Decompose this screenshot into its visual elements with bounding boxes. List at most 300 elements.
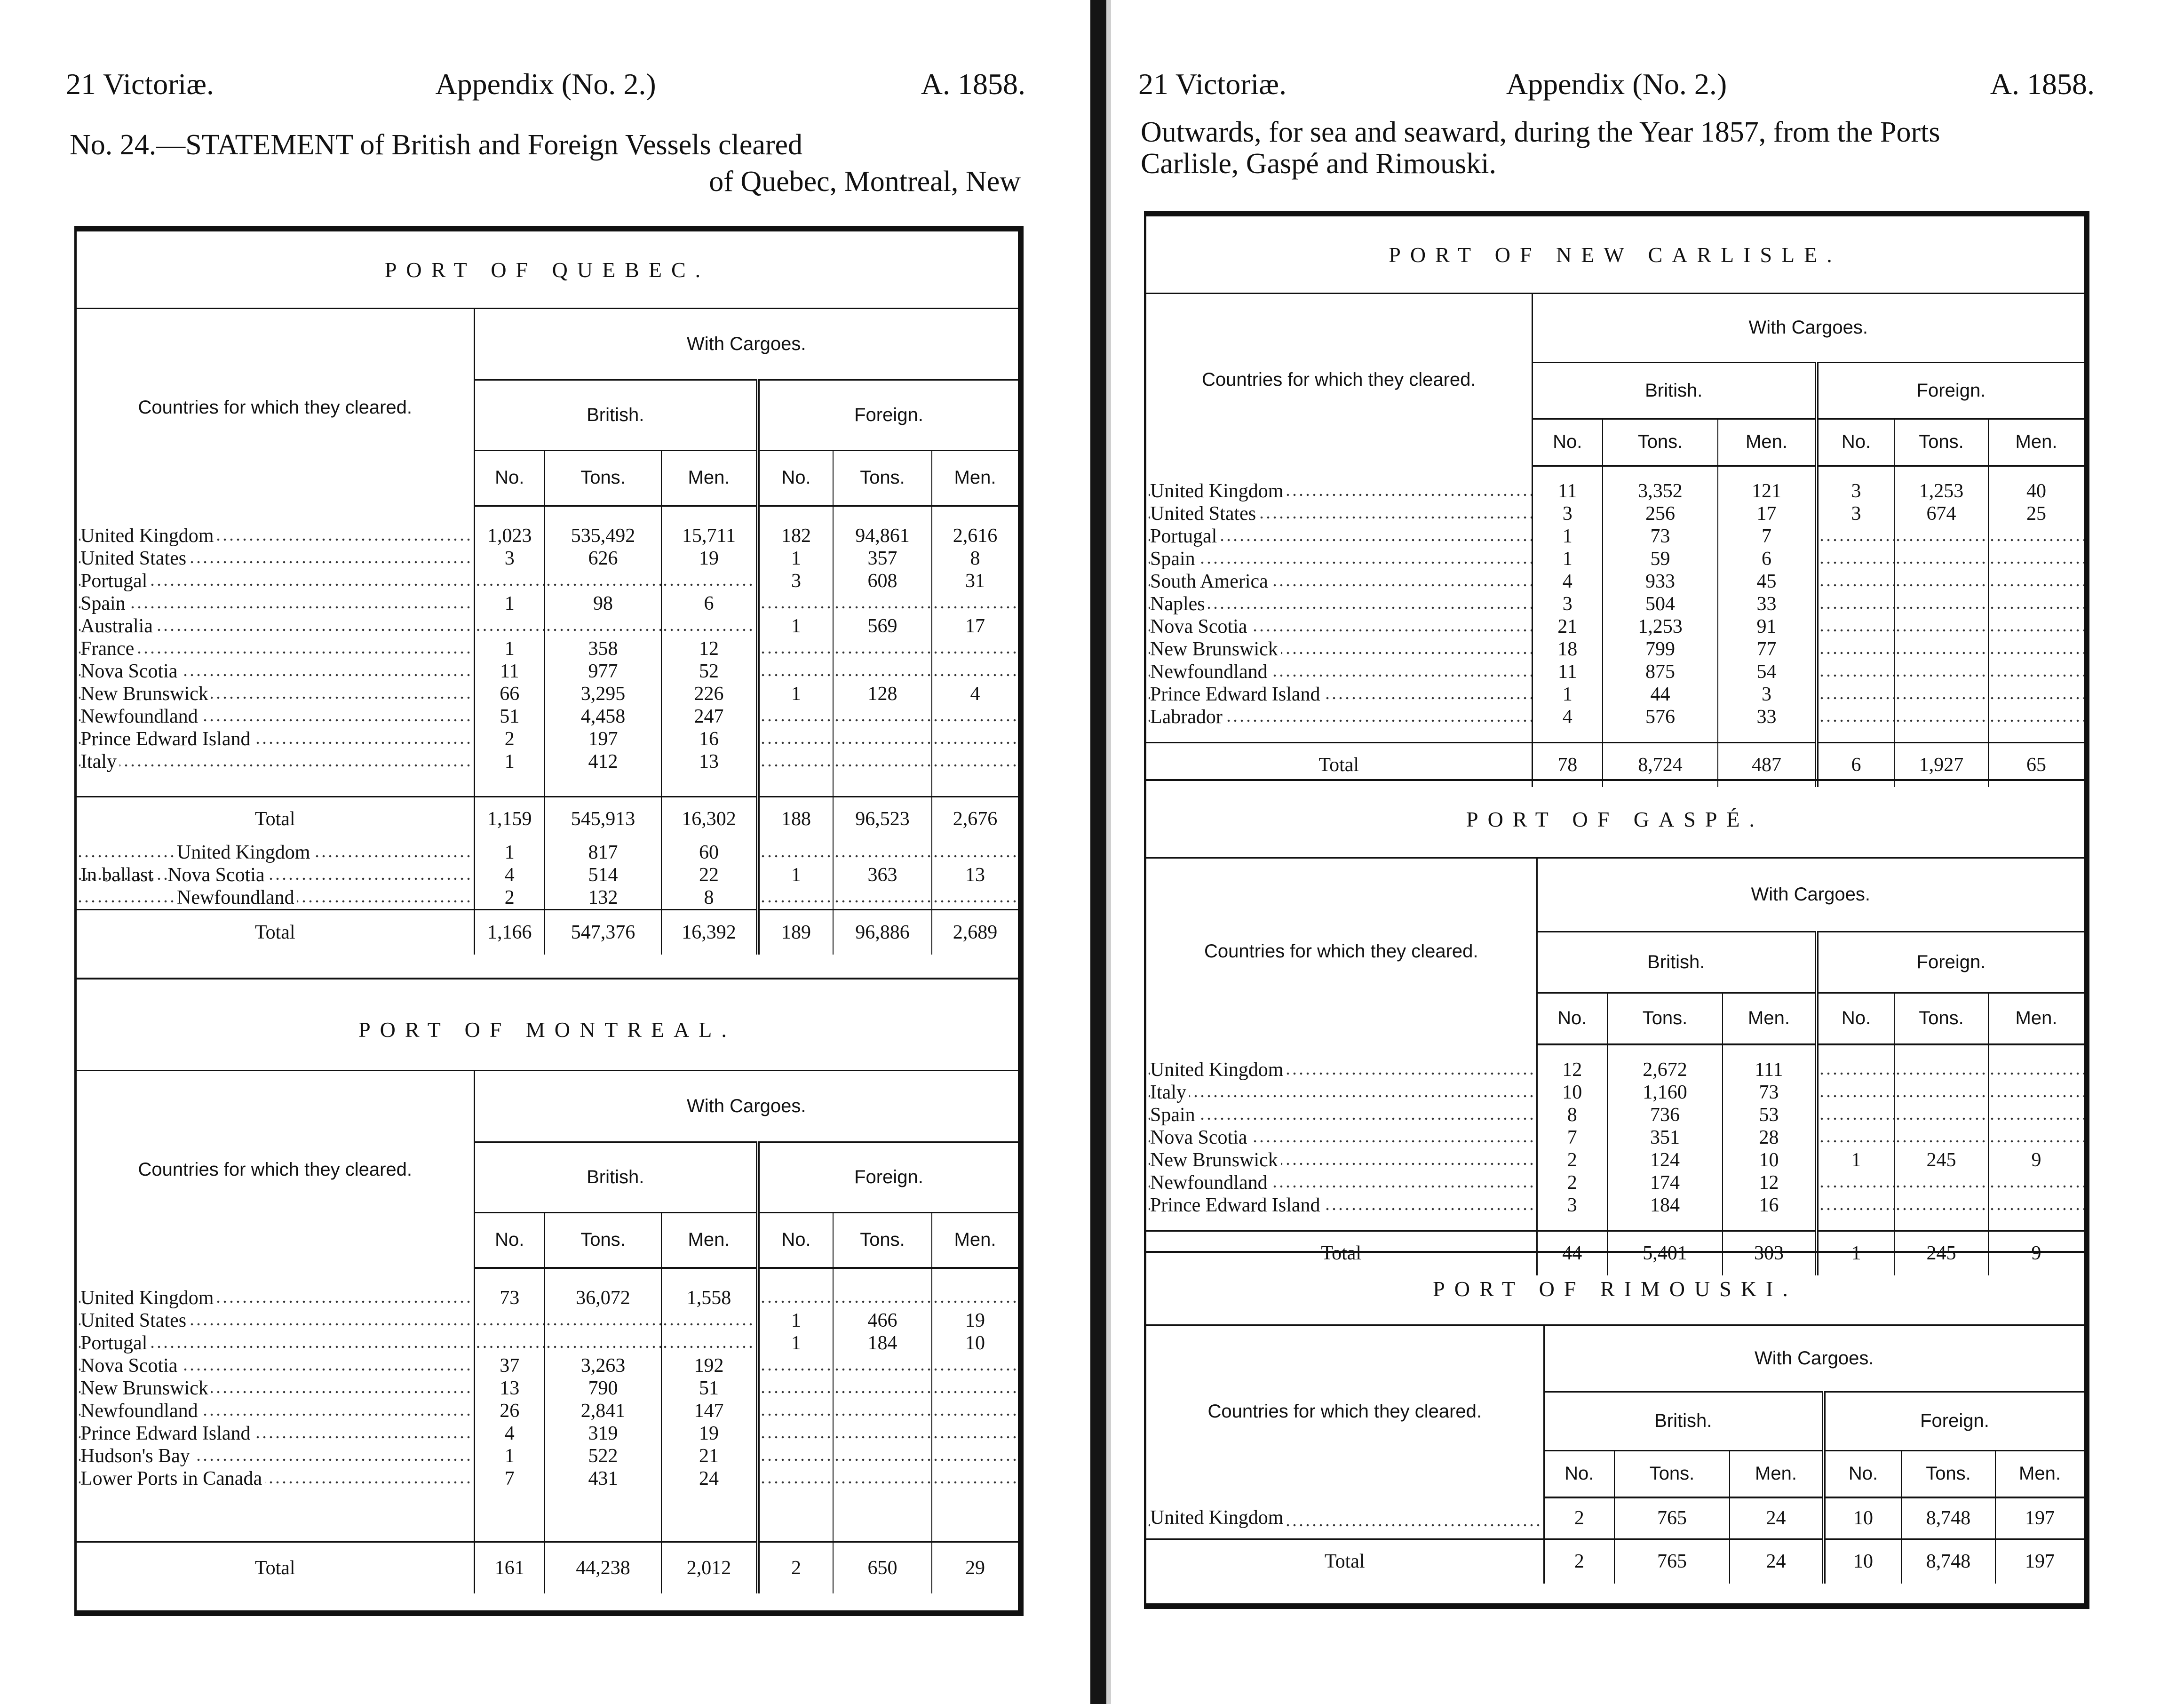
page-header	[66, 67, 1025, 104]
british-tons-cell: 933	[1603, 570, 1718, 593]
port-of-rimouski-section	[1146, 1253, 2084, 1603]
country-name: Prince Edward Island	[1150, 1194, 1323, 1217]
foreign-men-cell	[1988, 615, 2084, 638]
section-title: PORT OF NEW CARLISLE.	[1146, 216, 2084, 294]
with-cargoes-header: With Cargoes.	[474, 309, 1018, 380]
spacer-cell	[1988, 728, 2084, 742]
header-appendix: Appendix (No. 2.)	[1506, 67, 1727, 101]
total-foreign-no-cell: 2	[758, 1542, 833, 1593]
british-no-cell	[474, 1332, 545, 1354]
british-tons-cell: 98	[545, 592, 661, 615]
total-british-men-cell: 303	[1723, 1231, 1817, 1275]
british-men-cell: 60	[661, 841, 758, 864]
header-row-cargoes	[1146, 1326, 2084, 1392]
total-british-men-cell: 16,302	[661, 796, 758, 841]
country-name: Lower Ports in Canada	[80, 1467, 265, 1490]
book-gutter	[1090, 0, 1106, 1704]
british-men-cell: 147	[661, 1400, 758, 1422]
spacer-cell	[661, 1490, 758, 1542]
british-no-cell: 2	[474, 886, 545, 910]
table-row	[1146, 525, 2084, 548]
with-cargoes-header: With Cargoes.	[1537, 859, 2084, 932]
table-row	[77, 1309, 1018, 1332]
british-men-cell: 33	[1718, 706, 1817, 728]
british-men-cell: 45	[1718, 570, 1817, 593]
spacer-cell	[932, 1490, 1018, 1542]
foreign-no-cell	[1817, 525, 1894, 548]
spacer-cell	[1718, 466, 1817, 480]
spacer-cell	[833, 1268, 932, 1287]
british-men-cell: 12	[1723, 1171, 1817, 1194]
foreign-tons-cell: 184	[833, 1332, 932, 1354]
total-foreign-no-cell: 189	[758, 910, 833, 955]
spacer-cell	[1603, 466, 1718, 480]
foreign-no-header: No.	[758, 1212, 833, 1268]
ballast-row	[77, 841, 1018, 864]
british-men-cell: 28	[1723, 1126, 1817, 1149]
foreign-tons-header: Tons.	[1894, 993, 1988, 1044]
british-men-cell: 3	[1718, 683, 1817, 706]
foreign-tons-cell	[833, 1400, 932, 1422]
british-tons-cell: 319	[545, 1422, 661, 1445]
british-no-cell: 1	[474, 750, 545, 773]
country-name: Nova Scotia	[80, 660, 180, 683]
british-no-cell: 3	[1532, 593, 1603, 615]
foreign-tons-cell	[833, 1354, 932, 1377]
british-no-cell: 12	[1537, 1059, 1607, 1081]
country-cell	[77, 1445, 474, 1467]
foreign-tons-header: Tons.	[1901, 1450, 1995, 1497]
british-tons-cell: 765	[1614, 1497, 1730, 1539]
foreign-tons-cell	[833, 1467, 932, 1490]
country-cell	[1146, 548, 1532, 570]
spacer-row	[1146, 728, 2084, 742]
spacer-cell	[1988, 1217, 2084, 1231]
british-tons-cell: 790	[545, 1377, 661, 1400]
country-cell	[77, 615, 474, 637]
total-british-tons-cell: 5,401	[1607, 1231, 1723, 1275]
right-page	[1115, 0, 2184, 1704]
countries-column-header: Countries for which they cleared.	[1146, 1326, 1544, 1497]
table-row	[1146, 1126, 2084, 1149]
british-men-cell: 73	[1723, 1081, 1817, 1104]
total-british-tons-cell: 765	[1614, 1539, 1730, 1584]
foreign-tons-cell: 128	[833, 683, 932, 705]
british-tons-cell: 535,492	[545, 525, 661, 547]
british-men-cell: 1,558	[661, 1287, 758, 1309]
table-row	[77, 1332, 1018, 1354]
spacer-row	[1146, 466, 2084, 480]
country-cell	[1146, 661, 1532, 683]
british-tons-cell	[545, 570, 661, 592]
table-row	[77, 1422, 1018, 1445]
foreign-men-cell	[932, 1467, 1018, 1490]
british-no-cell: 1	[1532, 525, 1603, 548]
country-cell	[77, 1377, 474, 1400]
country-name: Newfoundland	[177, 886, 297, 909]
british-tons-cell: 799	[1603, 638, 1718, 661]
foreign-header: Foreign.	[758, 1142, 1018, 1212]
british-men-cell: 24	[661, 1467, 758, 1490]
foreign-men-cell: 31	[965, 570, 985, 592]
country-name: New Brunswick	[1150, 1149, 1281, 1171]
header-row-cargoes	[1146, 859, 2084, 932]
foreign-men-cell	[932, 1377, 1018, 1400]
port-of-quebec-section	[77, 231, 1018, 979]
british-no-cell: 2	[1537, 1171, 1607, 1194]
section-title: PORT OF MONTREAL.	[77, 979, 1018, 1071]
total-label: Total	[1321, 1242, 1362, 1265]
table-row	[77, 1400, 1018, 1422]
foreign-men-cell: 2,616	[953, 525, 998, 547]
country-cell	[1146, 706, 1532, 728]
british-men-cell	[661, 615, 758, 637]
total-label-cell	[1146, 742, 1532, 787]
spacer-cell	[545, 506, 661, 525]
with-cargoes-header: With Cargoes.	[1532, 294, 2084, 362]
foreign-tons-cell	[833, 1377, 932, 1400]
foreign-no-cell	[1817, 1171, 1894, 1194]
british-tons-cell: 358	[545, 637, 661, 660]
british-men-cell: 192	[661, 1354, 758, 1377]
foreign-tons-cell: 466	[833, 1309, 932, 1332]
with-cargoes-header: With Cargoes.	[474, 1071, 1018, 1142]
spacer-cell	[1607, 1217, 1723, 1231]
foreign-no-cell	[758, 705, 833, 728]
country-cell	[1146, 1497, 1544, 1539]
total-foreign-men-cell: 29	[932, 1542, 1018, 1593]
foreign-tons-cell	[833, 705, 932, 728]
british-no-cell: 2	[1544, 1497, 1614, 1539]
total-british-tons-cell: 545,913	[545, 796, 661, 841]
british-men-header: Men.	[1723, 993, 1817, 1044]
british-no-cell: 51	[474, 705, 545, 728]
british-tons-cell: 875	[1603, 661, 1718, 683]
country-name: Naples	[1150, 593, 1208, 615]
foreign-men-cell	[932, 660, 1018, 683]
table-row	[77, 592, 1018, 615]
spacer-cell	[1146, 466, 1532, 480]
foreign-tons-cell	[833, 886, 932, 910]
spacer-cell	[474, 1268, 545, 1287]
foreign-header: Foreign.	[1817, 932, 2084, 993]
british-tons-cell: 504	[1603, 593, 1718, 615]
country-cell	[77, 1332, 474, 1354]
spacer-cell	[833, 506, 932, 525]
british-tons-cell: 124	[1607, 1149, 1723, 1171]
total-foreign-tons-cell: 96,886	[833, 910, 932, 955]
spacer-cell	[77, 773, 474, 796]
country-cell	[1146, 1126, 1537, 1149]
table-row	[1146, 1059, 2084, 1081]
british-men-cell: 52	[661, 660, 758, 683]
table-row	[77, 570, 1018, 592]
foreign-men-cell	[932, 1354, 1018, 1377]
foreign-no-cell: 3	[758, 570, 833, 592]
total-foreign-men-cell: 2,689	[932, 910, 1018, 955]
foreign-tons-cell	[1894, 570, 1988, 593]
british-men-cell: 12	[661, 637, 758, 660]
country-cell	[1146, 1149, 1537, 1171]
foreign-men-cell	[1988, 1104, 2084, 1126]
foreign-tons-cell	[833, 841, 932, 864]
foreign-men-cell	[932, 637, 1018, 660]
foreign-men-cell	[932, 592, 1018, 615]
country-name: Nova Scotia	[80, 1354, 180, 1377]
spacer-cell	[1718, 728, 1817, 742]
foreign-no-cell	[758, 1354, 833, 1377]
british-tons-cell	[545, 615, 661, 637]
british-no-header: No.	[1544, 1450, 1614, 1497]
foreign-tons-cell: 674	[1894, 502, 1988, 525]
page-header	[1138, 67, 2095, 104]
british-men-cell: 15,711	[661, 525, 758, 547]
country-cell	[77, 660, 474, 683]
country-cell	[1146, 683, 1532, 706]
country-name: Portugal	[80, 1332, 150, 1354]
total-british-no-cell: 78	[1532, 742, 1603, 787]
foreign-tons-cell	[833, 1287, 932, 1309]
countries-column-header: Countries for which they cleared.	[77, 1071, 474, 1268]
british-men-cell: 54	[1718, 661, 1817, 683]
total-british-tons-cell: 8,724	[1603, 742, 1718, 787]
country-name: Italy	[1150, 1081, 1189, 1104]
british-men-cell: 51	[661, 1377, 758, 1400]
foreign-header: Foreign.	[1824, 1392, 2084, 1450]
section-title: PORT OF QUEBEC.	[77, 231, 1018, 309]
table-row	[77, 1354, 1018, 1377]
british-tons-cell: 73	[1603, 525, 1718, 548]
country-cell	[1146, 480, 1532, 502]
foreign-men-header: Men.	[1995, 1450, 2084, 1497]
country-name: Portugal	[1150, 525, 1220, 548]
table-row	[77, 705, 1018, 728]
british-tons-cell: 36,072	[545, 1287, 661, 1309]
foreign-men-cell	[932, 886, 1018, 910]
foreign-header: Foreign.	[1817, 362, 2084, 419]
country-cell	[77, 683, 474, 705]
british-no-cell: 11	[1532, 480, 1603, 502]
british-tons-cell: 626	[545, 547, 661, 570]
british-tons-cell: 132	[545, 886, 661, 910]
foreign-tons-cell: 357	[833, 547, 932, 570]
foreign-men-cell: 13	[965, 864, 985, 886]
british-tons-cell: 576	[1603, 706, 1718, 728]
foreign-no-cell	[1817, 1059, 1894, 1081]
total-british-no-cell: 161	[474, 1542, 545, 1593]
spacer-row	[1146, 1217, 2084, 1231]
british-men-cell: 21	[661, 1445, 758, 1467]
british-no-cell: 7	[1537, 1126, 1607, 1149]
foreign-no-cell	[1817, 615, 1894, 638]
country-name: France	[80, 637, 137, 660]
spacer-cell	[833, 1490, 932, 1542]
country-cell	[77, 1467, 474, 1490]
spacer-cell	[1723, 1044, 1817, 1059]
british-men-cell: 16	[1723, 1194, 1817, 1217]
spacer-cell	[661, 506, 758, 525]
foreign-men-cell	[1988, 661, 2084, 683]
british-men-header: Men.	[1718, 419, 1817, 466]
header-year: A. 1858.	[921, 67, 1025, 101]
foreign-men-cell: 8	[970, 548, 980, 569]
foreign-men-cell	[1988, 683, 2084, 706]
countries-column-header: Countries for which they cleared.	[77, 309, 474, 506]
foreign-no-header: No.	[758, 450, 833, 506]
british-header: British.	[1537, 932, 1817, 993]
foreign-no-cell	[1817, 683, 1894, 706]
table-row	[1146, 1104, 2084, 1126]
spacer-cell	[758, 1268, 833, 1287]
country-cell	[77, 570, 474, 592]
british-no-cell: 1	[474, 1445, 545, 1467]
british-tons-cell: 431	[545, 1467, 661, 1490]
british-tons-cell	[545, 1332, 661, 1354]
british-no-cell: 1	[474, 592, 545, 615]
british-no-cell: 18	[1532, 638, 1603, 661]
british-men-cell: 226	[661, 683, 758, 705]
british-men-cell: 7	[1718, 525, 1817, 548]
foreign-no-cell	[758, 592, 833, 615]
foreign-no-cell: 1	[758, 683, 833, 705]
country-name: United States	[80, 547, 189, 570]
spacer-cell	[932, 773, 1018, 796]
foreign-no-cell	[758, 841, 833, 864]
british-no-cell	[474, 1309, 545, 1332]
british-men-cell: 17	[1718, 502, 1817, 525]
country-cell	[1146, 615, 1532, 638]
table-row	[77, 728, 1018, 750]
foreign-men-header: Men.	[932, 450, 1018, 506]
british-tons-cell: 256	[1603, 502, 1718, 525]
british-no-cell: 2	[474, 728, 545, 750]
foreign-men-cell	[932, 1287, 1018, 1309]
british-tons-cell: 977	[545, 660, 661, 683]
british-men-cell: 6	[661, 592, 758, 615]
british-men-cell: 111	[1723, 1059, 1817, 1081]
spacer-cell	[1146, 728, 1532, 742]
british-no-cell: 73	[474, 1287, 545, 1309]
spacer-cell	[474, 506, 545, 525]
country-cell	[1146, 525, 1532, 548]
british-no-cell: 1,023	[474, 525, 545, 547]
british-tons-cell: 44	[1603, 683, 1718, 706]
foreign-no-cell: 10	[1824, 1497, 1901, 1539]
foreign-no-cell	[1817, 706, 1894, 728]
country-cell	[1146, 1171, 1537, 1194]
spacer-cell	[545, 773, 661, 796]
spacer-cell	[1988, 466, 2084, 480]
british-tons-cell: 412	[545, 750, 661, 773]
total-foreign-men-cell: 197	[1995, 1539, 2084, 1584]
foreign-tons-cell	[1894, 1194, 1988, 1217]
british-tons-cell: 817	[545, 841, 661, 864]
country-name: Spain	[80, 592, 128, 615]
spacer-cell	[1894, 728, 1988, 742]
country-name: United States	[1150, 502, 1259, 525]
foreign-tons-cell	[1894, 1171, 1988, 1194]
spacer-cell	[1988, 1044, 2084, 1059]
total-row	[77, 796, 1018, 841]
total-label: Total	[1318, 754, 1359, 776]
country-cell	[1146, 1059, 1537, 1081]
spacer-cell	[932, 1268, 1018, 1287]
british-no-cell: 1	[474, 841, 545, 864]
foreign-tons-cell	[1894, 1104, 1988, 1126]
spacer-cell	[1537, 1044, 1607, 1059]
foreign-tons-cell: 94,861	[833, 525, 932, 547]
spacer-cell	[1817, 1044, 1894, 1059]
british-tons-cell: 1,160	[1607, 1081, 1723, 1104]
header-session: 21 Victoriæ.	[1138, 67, 1287, 101]
table-row	[77, 1467, 1018, 1490]
spacer-cell	[474, 1490, 545, 1542]
spacer-row	[1146, 1044, 2084, 1059]
foreign-tons-cell	[1894, 661, 1988, 683]
foreign-no-cell: 182	[758, 525, 833, 547]
country-name: United Kingdom	[80, 1287, 216, 1309]
british-men-cell: 19	[661, 547, 758, 570]
total-foreign-no-cell: 10	[1824, 1539, 1901, 1584]
foreign-no-cell	[758, 637, 833, 660]
british-tons-header: Tons.	[1607, 993, 1723, 1044]
total-foreign-tons-cell: 1,927	[1894, 742, 1988, 787]
table-row	[1146, 638, 2084, 661]
foreign-tons-cell	[1894, 683, 1988, 706]
british-men-cell: 91	[1718, 615, 1817, 638]
british-no-header: No.	[474, 450, 545, 506]
spacer-cell	[1894, 1217, 1988, 1231]
british-no-cell: 3	[474, 547, 545, 570]
british-header: British.	[1544, 1392, 1824, 1450]
total-foreign-men-cell: 65	[1988, 742, 2084, 787]
foreign-men-cell: 40	[2026, 480, 2046, 502]
table-row	[1146, 615, 2084, 638]
foreign-header: Foreign.	[758, 380, 1018, 450]
foreign-tons-cell	[1894, 1081, 1988, 1104]
foreign-no-cell: 3	[1817, 480, 1894, 502]
statement-caption-line2: of Quebec, Montreal, New	[709, 166, 1021, 198]
foreign-no-cell	[1817, 661, 1894, 683]
total-british-no-cell: 1,166	[474, 910, 545, 955]
total-label: Total	[1324, 1551, 1365, 1573]
foreign-men-cell: 19	[965, 1310, 985, 1331]
port-table	[1146, 1326, 2084, 1584]
foreign-tons-cell	[833, 660, 932, 683]
spacer-cell	[1146, 1044, 1537, 1059]
foreign-no-cell: 3	[1817, 502, 1894, 525]
ballast-row	[77, 886, 1018, 910]
foreign-no-cell: 1	[1817, 1149, 1894, 1171]
foreign-no-cell	[758, 1422, 833, 1445]
country-name: Portugal	[80, 570, 150, 592]
foreign-no-cell	[1817, 1194, 1894, 1217]
foreign-no-cell	[758, 1400, 833, 1422]
british-tons-cell: 2,672	[1607, 1059, 1723, 1081]
foreign-no-cell	[1817, 1104, 1894, 1126]
british-tons-cell: 2,841	[545, 1400, 661, 1422]
foreign-tons-cell	[1894, 638, 1988, 661]
total-label: Total	[254, 921, 295, 943]
foreign-no-cell: 1	[758, 547, 833, 570]
spacer-cell	[1723, 1217, 1817, 1231]
country-name: Newfoundland	[80, 1400, 201, 1422]
total-british-men-cell: 24	[1730, 1539, 1824, 1584]
total-british-men-cell: 487	[1718, 742, 1817, 787]
foreign-men-cell: 17	[965, 615, 985, 637]
table-row	[77, 637, 1018, 660]
spacer-cell	[1817, 728, 1894, 742]
